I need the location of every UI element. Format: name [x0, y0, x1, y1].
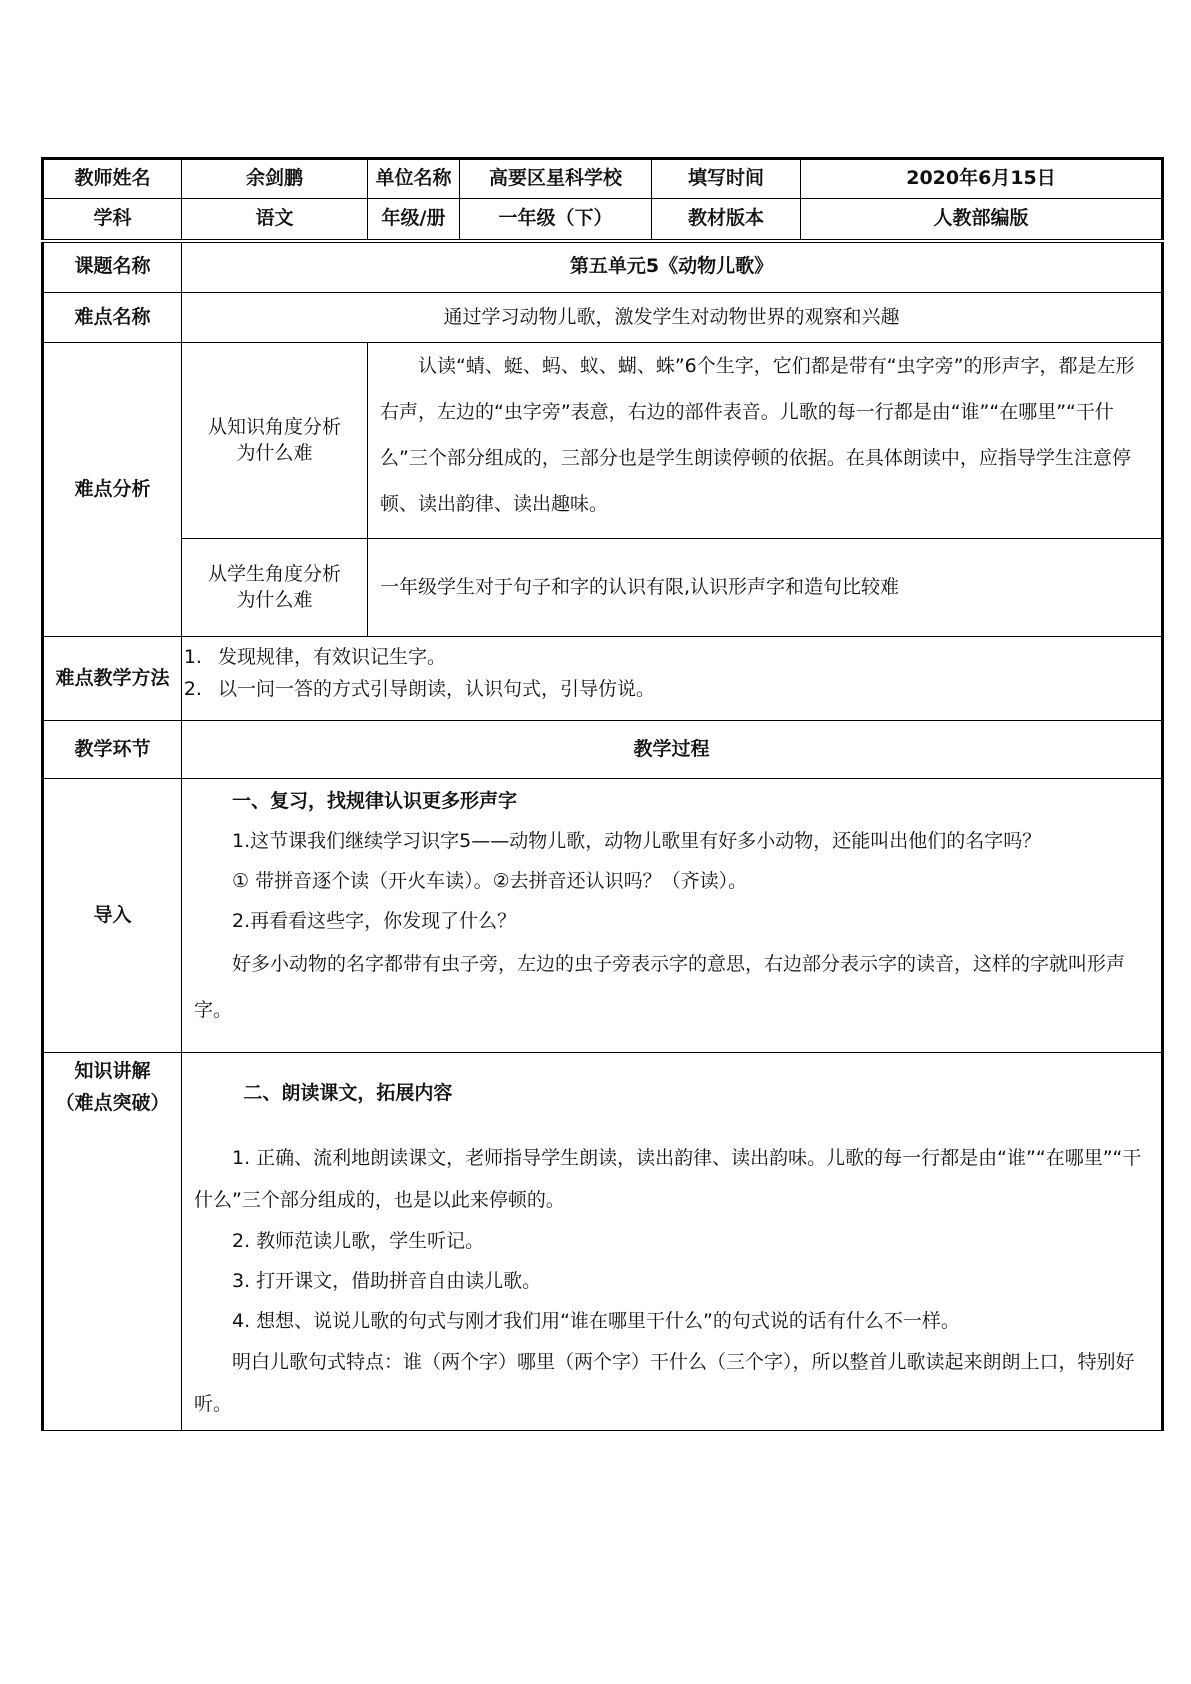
methods-cell [182, 637, 1163, 721]
analysis-student-row [43, 539, 1163, 637]
intro-cell [182, 779, 1163, 1053]
methods-label: 难点教学方法 [43, 637, 182, 721]
difficulty-row [43, 293, 1163, 343]
grade-label: 年级/册 [368, 199, 460, 241]
intro-content [182, 779, 1161, 1033]
lesson-plan-table [41, 157, 1164, 1431]
process-header-row [43, 721, 1163, 779]
knowledge-angle-text: 认读“蜻、蜓、蚂、蚁、蝴、蛛”6个生字，它们都是带有“虫字旁”的形声字，都是左形右声，左边的“虫字旁”表意，右边的部件表音。儿歌的每一行都是由“谁”“在哪里”“干什么”三个部分组成的，三部分也是学生朗读停顿的依据。在具体朗读中，应指导学生注意停顿、读出韵律、读出趣味。 [380, 355, 1135, 515]
header-row-2 [43, 199, 1163, 241]
unit-value: 高要区星科学校 [460, 159, 652, 199]
difficulty-value: 通过学习动物儿歌，激发学生对动物世界的观察和兴趣 [182, 293, 1163, 343]
method-item: 2. 以一问一答的方式引导朗读，认识句式，引导仿说。 [208, 673, 1161, 705]
intro-title: 一、复习，找规律认识更多形声字 [232, 790, 518, 812]
intro-paragraph: 2.再看看这些字，你发现了什么？ [232, 910, 517, 932]
knowledge-label [43, 1053, 182, 1431]
intro-row [43, 779, 1163, 1053]
teacher-value: 余剑鹏 [182, 159, 368, 199]
subject-label: 学科 [43, 199, 182, 241]
header-row-1 [43, 159, 1163, 199]
methods-list [182, 641, 1161, 705]
difficulty-label: 难点名称 [43, 293, 182, 343]
knowledge-angle-text-cell [368, 343, 1163, 539]
knowledge-cell [182, 1053, 1163, 1431]
knowledge-paragraph: 4. 想想、说说儿歌的句式与刚才我们用“谁在哪里干什么”的句式说的话有什么不一样。 [232, 1310, 960, 1332]
student-angle-label-text: 从学生角度分析为什么难 [207, 562, 341, 611]
student-angle-text: 一年级学生对于句子和字的认识有限,认识形声字和造句比较难 [368, 539, 1163, 637]
knowledge-angle-label [182, 343, 368, 539]
intro-label: 导入 [43, 779, 182, 1053]
intro-paragraph: 好多小动物的名字都带有虫子旁，左边的虫子旁表示字的意思，右边部分表示字的读音，这样的字就叫形声字。 [194, 953, 1126, 1021]
date-label: 填写时间 [652, 159, 801, 199]
knowledge-angle-label-text: 从知识角度分析为什么难 [207, 416, 341, 464]
knowledge-row [43, 1053, 1163, 1431]
knowledge-label-line1: 知识讲解 [74, 1060, 151, 1082]
knowledge-paragraph: 2. 教师范读儿歌，学生听记。 [232, 1230, 485, 1252]
unit-label: 单位名称 [368, 159, 460, 199]
analysis-knowledge-row [43, 343, 1163, 539]
knowledge-label-line2: （难点突破） [55, 1092, 170, 1114]
stage-header: 教学环节 [43, 721, 182, 779]
knowledge-paragraph: 3. 打开课文，借助拼音自由读儿歌。 [232, 1270, 542, 1292]
analysis-label: 难点分析 [43, 343, 182, 637]
student-angle-label [182, 539, 368, 637]
knowledge-content [182, 1053, 1161, 1425]
topic-row [43, 241, 1163, 293]
knowledge-paragraph: 1. 正确、流利地朗读课文，老师指导学生朗读，读出韵律、读出韵味。儿歌的每一行都是由“谁”“在哪里”“干什么”三个部分组成的，也是以此来停顿的。 [194, 1147, 1142, 1211]
method-item: 1. 发现规律，有效识记生字。 [208, 641, 1161, 673]
intro-paragraph: 1.这节课我们继续学习识字5——动物儿歌，动物儿歌里有好多小动物，还能叫出他们的名字吗？ [232, 830, 1042, 852]
process-header: 教学过程 [182, 721, 1163, 779]
topic-label: 课题名称 [43, 241, 182, 293]
knowledge-angle-text-wrap [368, 343, 1161, 527]
knowledge-paragraph: 明白儿歌句式特点：谁（两个字）哪里（两个字）干什么（三个字），所以整首儿歌读起来朗朗上口，特别好听。 [194, 1351, 1135, 1415]
topic-value: 第五单元5《动物儿歌》 [182, 241, 1163, 293]
edition-label: 教材版本 [652, 199, 801, 241]
intro-paragraph: ① 带拼音逐个读（开火车读）。②去拼音还认识吗？（齐读）。 [232, 870, 748, 892]
knowledge-title: 二、朗读课文，拓展内容 [243, 1082, 453, 1104]
subject-value: 语文 [182, 199, 368, 241]
edition-value: 人教部编版 [801, 199, 1163, 241]
date-value: 2020年6月15日 [801, 159, 1163, 199]
methods-row [43, 637, 1163, 721]
teacher-label: 教师姓名 [43, 159, 182, 199]
grade-value: 一年级（下） [460, 199, 652, 241]
